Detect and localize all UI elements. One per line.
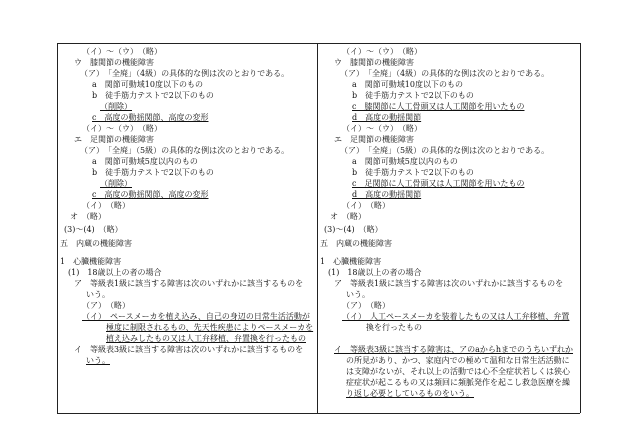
right-text-line: c 膝関節に人工骨頭又は人工関節を用いたもの	[352, 102, 525, 111]
left-text-line: 五 内蔵の機能障害	[60, 239, 132, 248]
left-text-line: いう。	[86, 356, 110, 365]
right-text-line: (3)～(4) （略）	[324, 225, 383, 234]
right-text-line: （イ） （略）	[342, 201, 390, 210]
right-text-line: c 足関節に人工骨頭又は人工関節を用いたもの	[352, 179, 525, 188]
left-text-line: （ア） 「全廃」（4級）の具体的な例は次のとおりである。	[80, 69, 290, 78]
left-text-line: （イ） （略）	[82, 201, 130, 210]
right-text-line: 五 内蔵の機能障害	[320, 239, 392, 248]
right-text-line: a 関節可動域5度以内のもの	[352, 157, 458, 166]
right-text-line: b 徒手筋力テストで2以下のもの	[352, 91, 474, 100]
left-text-line: ア 等級表1級に該当する障害は次のいずれかに該当するものを	[74, 279, 304, 288]
left-text-line: （イ）～（ウ） （略）	[82, 124, 162, 133]
left-text-line: (3)～(4) （略）	[64, 225, 123, 234]
right-text-line: ア 等級表1級に該当する障害は次のいずれかに該当するものを	[334, 279, 564, 288]
table-border-right	[580, 43, 581, 413]
right-text-line: は支障がないが、それ以上の活動では心不全症状若しくは狭心	[346, 367, 570, 376]
table-border-bottom	[57, 413, 580, 414]
right-text-line: 換を行ったもの	[366, 323, 422, 332]
right-text-line: （ア） 「全廃」（4級）の具体的な例は次のとおりである。	[340, 69, 550, 78]
right-text-line: （イ）～（ウ） （略）	[342, 47, 422, 56]
right-text-line: （ア） （略）	[342, 301, 390, 310]
left-text-line: b 徒手筋力テストで2以下のもの	[92, 168, 214, 177]
left-text-line: オ （略）	[70, 212, 106, 221]
left-text-line: ウ 膝関節の機能障害	[74, 58, 154, 67]
left-text-line: （削除）	[100, 179, 132, 188]
left-text-line: b 徒手筋力テストで2以下のもの	[92, 91, 214, 100]
column-divider	[317, 43, 318, 413]
right-text-line: a 関節可動域10度以下のもの	[352, 80, 463, 89]
right-text-line: り返し必要としているものをいう。	[346, 389, 474, 398]
right-text-line: d 高度の動揺関節	[352, 113, 422, 122]
right-text-line: 症症状が起こるもの又は頻回に頻脈発作を起こし救急医療を繰	[346, 378, 570, 387]
right-text-line: オ （略）	[330, 212, 366, 221]
left-text-line: （イ）～（ウ） （略）	[82, 47, 162, 56]
left-text-line: （イ） ペースメーカを植え込み、自己の身辺の日常生活活動が	[82, 312, 310, 321]
right-text-line: エ 足関節の機能障害	[334, 135, 414, 144]
left-text-line: (1) 18歳以上の者の場合	[68, 268, 162, 277]
left-text-line: 植え込みしたもの又は人工弁移植、弁置換を行ったもの	[106, 334, 306, 343]
right-text-line: イ 等級表3級に該当する障害は、アのaからhまでのうちいずれか	[334, 345, 574, 354]
left-text-line: a 関節可動域10度以下のもの	[92, 80, 203, 89]
right-text-line: いう。	[346, 290, 370, 299]
left-text-line: いう。	[86, 290, 110, 299]
left-text-line: c 高度の動揺関節、高度の変形	[92, 113, 209, 122]
right-text-line: d 高度の動揺関節	[352, 190, 422, 199]
left-text-line: c 高度の動揺関節、高度の変形	[92, 190, 209, 199]
right-text-line: b 徒手筋力テストで2以下のもの	[352, 168, 474, 177]
left-text-line: イ 等級表3級に該当する障害は次のいずれかに該当するものを	[74, 345, 304, 354]
right-text-line: （イ） 人工ペースメーカを装着したもの又は人工弁移植、弁置	[342, 312, 570, 321]
left-text-line: （ア） （略）	[82, 301, 130, 310]
right-text-line: (1) 18歳以上の者の場合	[328, 268, 422, 277]
table-border-left	[57, 43, 58, 413]
left-text-line: 1 心臓機能障害	[60, 257, 122, 266]
right-text-line: （ア） 「全廃」（5級）の具体的な例は次のとおりである。	[340, 146, 550, 155]
left-text-line: a 関節可動域5度以内のもの	[92, 157, 198, 166]
right-text-line: 1 心臓機能障害	[320, 257, 382, 266]
right-text-line: の所見があり、かつ、家庭内での極めて温和な日常生活活動に	[346, 356, 570, 365]
left-text-line: 極度に制限されるもの、先天性疾患によりペースメーカを	[106, 323, 314, 332]
left-text-line: エ 足関節の機能障害	[74, 135, 154, 144]
left-text-line: （ア） 「全廃」（5級）の具体的な例は次のとおりである。	[80, 146, 290, 155]
right-text-line: （イ）～（ウ） （略）	[342, 124, 422, 133]
table-border-top	[57, 43, 580, 44]
right-text-line: ウ 膝関節の機能障害	[334, 58, 414, 67]
left-text-line: （削除）	[100, 102, 132, 111]
